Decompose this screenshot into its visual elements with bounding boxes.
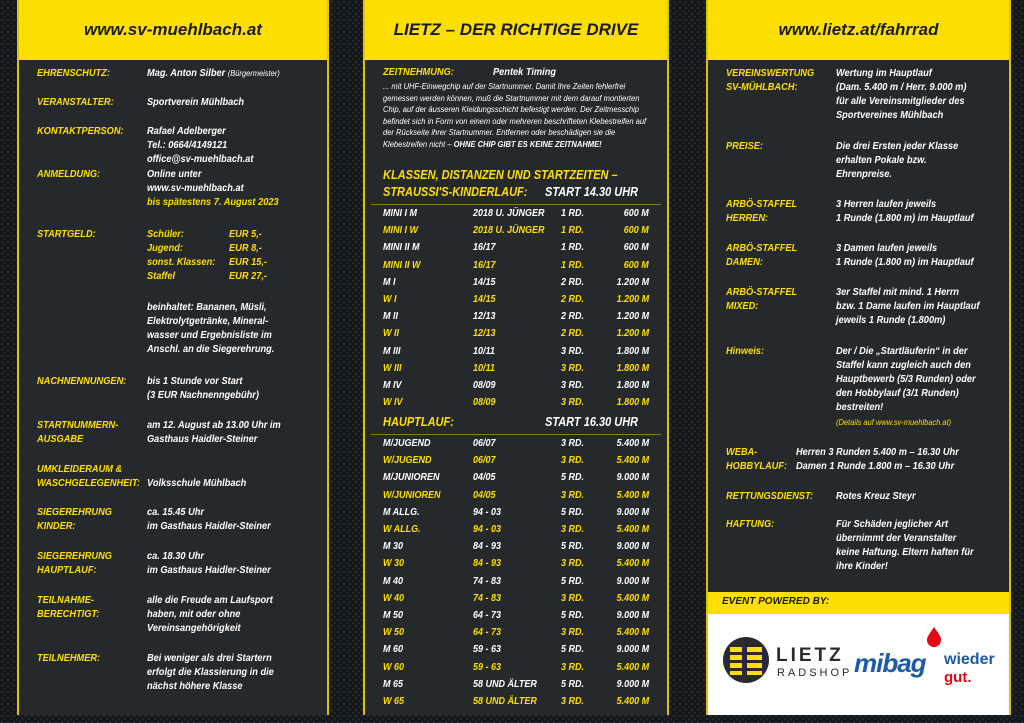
hinweis-label: Hinweis: — [726, 345, 765, 357]
class-row — [383, 292, 649, 309]
ehrenschutz-value: Mag. Anton Silber (Bürgermeister) — [147, 67, 280, 79]
startgeld-cat: sonst. Klassen: — [147, 256, 216, 268]
veranstalter-value: Sportverein Mühlbach — [147, 96, 245, 108]
kinder-title: STRAUSSI'S-KINDERLAUF: — [383, 185, 528, 199]
anmeldung-label: ANMELDUNG: — [37, 168, 101, 180]
class-distance: 1.800 M — [616, 397, 649, 409]
class-years: 64 - 73 — [473, 627, 502, 639]
startgeld-cat: Staffel — [147, 270, 176, 282]
class-row — [383, 378, 649, 395]
class-distance: 600 M — [623, 242, 649, 254]
staffel-mixed-line: 3er Staffel mit mind. 1 Herrn — [836, 286, 960, 298]
rettungsdienst-label: RETTUNGSDIENST: — [726, 490, 814, 502]
class-rounds: 2 RD. — [561, 294, 585, 305]
class-name: MINI II M — [383, 242, 420, 254]
header-lietz: LIETZ – DER RICHTIGE DRIVE — [365, 0, 667, 60]
class-distance: 5.400 M — [616, 438, 649, 449]
class-distance: 9.000 M — [616, 575, 649, 587]
class-years: 04/05 — [473, 472, 496, 484]
startgeld-price: EUR 5,- — [229, 228, 262, 240]
class-rounds: 2 RD. — [561, 328, 585, 340]
startnummern-label: AUSGABE — [37, 433, 84, 445]
class-distance: 1.800 M — [616, 345, 649, 357]
class-distance: 5.400 M — [616, 524, 649, 535]
teilnahme-label: TEILNAHME- — [37, 594, 94, 606]
startgeld-cat: Jugend: — [147, 242, 183, 254]
class-name: M/JUNIOREN — [383, 472, 440, 484]
nachnennungen-label: NACHNENNUNGEN: — [37, 375, 127, 387]
class-years: 59 - 63 — [473, 644, 502, 656]
staffel-herren-label: HERREN: — [726, 212, 769, 224]
class-years: 10/11 — [473, 362, 495, 374]
column-classes — [363, 0, 669, 715]
class-name: MINI II W — [383, 259, 421, 271]
startnummern-line: Gasthaus Haidler-Steiner — [147, 433, 258, 445]
class-row — [383, 344, 649, 361]
class-name: W 60 — [383, 661, 405, 673]
class-rounds: 3 RD. — [561, 592, 585, 604]
powered-by-banner: EVENT POWERED BY: — [708, 592, 1009, 614]
class-rounds: 5 RD. — [561, 472, 585, 484]
sponsor-logos — [708, 614, 1009, 715]
hauptlauf-title: HAUPTLAUF: — [383, 415, 454, 429]
hinweis-line: den Hobbylauf (3/1 Runden) — [836, 387, 959, 399]
class-row — [383, 660, 649, 677]
class-distance: 9.000 M — [616, 610, 649, 621]
class-row — [383, 522, 649, 539]
siegerehrung-kinder-line: ca. 15.45 Uhr — [147, 506, 205, 518]
class-name: W III — [383, 362, 402, 374]
startgeld-price: EUR 15,- — [229, 256, 268, 268]
class-distance: 1.200 M — [616, 328, 649, 340]
divider — [371, 434, 661, 435]
class-row — [383, 642, 649, 659]
class-years: 74 - 83 — [473, 575, 502, 587]
class-row — [383, 436, 649, 453]
class-name: W 50 — [383, 627, 405, 639]
siegerehrung-kinder-label: KINDER: — [37, 520, 76, 532]
teilnahme-label: BERECHTIGT: — [37, 608, 100, 620]
staffel-damen-line: 1 Runde (1.800 m) im Hauptlauf — [836, 256, 974, 268]
class-name: W 65 — [383, 696, 405, 707]
class-years: 14/15 — [473, 294, 496, 305]
teilnehmer-label: TEILNEHMER: — [37, 652, 101, 664]
class-rounds: 1 RD. — [561, 225, 585, 237]
class-name: M IV — [383, 380, 402, 391]
vereinswertung-line: für alle Vereinsmitglieder des — [836, 95, 965, 107]
class-row — [383, 395, 649, 412]
class-row — [383, 556, 649, 573]
preise-line: Die drei Ersten jeder Klasse — [836, 140, 959, 152]
anmeldung-deadline: bis spätestens 7. August 2023 — [147, 196, 279, 208]
siegerehrung-haupt-label: SIEGEREHRUNG — [37, 550, 112, 562]
umkleide-label: UMKLEIDERAUM & — [37, 463, 123, 475]
preise-line: erhalten Pokale bzw. — [836, 154, 927, 166]
umkleide-value: Volksschule Mühlbach — [147, 477, 247, 489]
class-distance: 5.400 M — [616, 661, 649, 673]
class-rounds: 5 RD. — [561, 678, 585, 690]
class-distance: 1.800 M — [616, 362, 649, 374]
startgeld-label: STARTGELD: — [37, 228, 96, 240]
class-rounds: 5 RD. — [561, 644, 585, 656]
class-rounds: 3 RD. — [561, 661, 585, 673]
class-rounds: 3 RD. — [561, 380, 585, 391]
class-row — [383, 326, 649, 343]
startnummern-label: STARTNUMMERN- — [37, 419, 119, 431]
column-info — [17, 0, 329, 715]
startgeld-price: EUR 8,- — [229, 242, 262, 254]
class-name: M I — [383, 276, 396, 288]
divider — [371, 204, 661, 205]
staffel-mixed-label: MIXED: — [726, 300, 759, 312]
class-distance: 5.400 M — [616, 455, 649, 467]
staffel-herren-line: 3 Herren laufen jeweils — [836, 198, 937, 210]
class-name: M 60 — [383, 644, 404, 656]
header-lietz-fahrrad[interactable]: www.lietz.at/fahrrad — [708, 0, 1009, 60]
class-row — [383, 361, 649, 378]
haftung-line: ihre Kinder! — [836, 560, 888, 572]
veranstalter-label: VERANSTALTER: — [37, 96, 114, 108]
class-name: W II — [383, 328, 400, 340]
class-distance: 1.200 M — [616, 276, 649, 288]
class-rounds: 3 RD. — [561, 455, 585, 467]
class-distance: 5.400 M — [616, 558, 649, 570]
gut-text: gut. — [944, 669, 972, 686]
class-distance: 9.000 M — [616, 541, 649, 553]
class-name: M 40 — [383, 575, 404, 587]
staffel-mixed-line: bzw. 1 Dame laufen im Hauptlauf — [836, 300, 980, 312]
includes-line: Anschl. an die Siegerehrung. — [147, 343, 275, 355]
siegerehrung-kinder-label: SIEGEREHRUNG — [37, 506, 112, 518]
preise-label: PREISE: — [726, 140, 763, 152]
class-name: M II — [383, 311, 399, 323]
kontakt-name: Rafael Adelberger — [147, 125, 226, 137]
staffel-mixed-line: jeweils 1 Runde (1.800m) — [836, 314, 946, 326]
zeitnehmung-label: ZEITNEHMUNG: — [383, 66, 454, 78]
weba-label: HOBBYLAUF: — [726, 460, 788, 472]
class-rounds: 3 RD. — [561, 438, 585, 449]
anmeldung-line: Online unter — [147, 168, 202, 180]
class-rounds: 3 RD. — [561, 362, 585, 374]
class-name: MINI I W — [383, 225, 419, 237]
vereinswertung-label: VEREINSWERTUNG — [726, 67, 815, 79]
flame-icon — [926, 626, 942, 648]
class-distance: 9.000 M — [616, 472, 649, 484]
class-years: 08/09 — [473, 397, 496, 409]
class-years: 64 - 73 — [473, 610, 502, 621]
class-distance: 1.200 M — [616, 311, 649, 323]
siegerehrung-haupt-line: ca. 18.30 Uhr — [147, 550, 205, 562]
class-name: W I — [383, 294, 397, 305]
weba-line: Herren 3 Runden 5.400 m – 16.30 Uhr — [796, 446, 959, 458]
class-distance: 5.400 M — [616, 627, 649, 639]
class-years: 14/15 — [473, 276, 496, 288]
class-row — [383, 240, 649, 257]
class-name: W 30 — [383, 558, 405, 570]
class-row — [383, 574, 649, 591]
haftung-label: HAFTUNG: — [726, 518, 775, 530]
class-rounds: 5 RD. — [561, 506, 585, 518]
class-rounds: 2 RD. — [561, 276, 585, 288]
class-name: W/JUGEND — [383, 455, 432, 467]
class-years: 12/13 — [473, 311, 496, 323]
kontakt-phone: Tel.: 0664/4149121 — [147, 139, 228, 151]
class-row — [383, 223, 649, 240]
vereinswertung-label: SV-MÜHLBACH: — [726, 81, 798, 93]
class-rounds: 3 RD. — [561, 696, 585, 707]
weba-label: WEBA- — [726, 446, 758, 458]
zeitnehmung-text: ... mit UHF-Einwegchip auf der Startnummer. Damit Ihre Zeiten fehlerfrei gemessen werden können, muß die Startnummer mit dem darauf montierten Chip, auf der äusseren Kleidungsschicht befestigt werden. Der Zeitmesschip befindet sich in Form von einem oder mehreren beschrifteten Klebestreifen auf der Rückseite ihrer Startnummer. Entfernen oder beschädigen sie die Klebestreifen nicht – OHNE CHIP GIBT ES KEINE ZEITNAHME! — [383, 81, 647, 149]
class-name: M 65 — [383, 678, 404, 690]
startnummern-line: am 12. August ab 13.00 Uhr im — [147, 419, 281, 431]
vereinswertung-line: (Dam. 5.400 m / Herr. 9.000 m) — [836, 81, 967, 93]
staffel-damen-line: 3 Damen laufen jeweils — [836, 242, 938, 254]
class-years: 58 UND ÄLTER — [473, 696, 537, 707]
class-row — [383, 625, 649, 642]
class-years: 59 - 63 — [473, 661, 502, 673]
umkleide-label: WASCHGELEGENHEIT: — [37, 477, 141, 489]
class-row — [383, 206, 649, 223]
rettungsdienst-value: Rotes Kreuz Steyr — [836, 490, 916, 502]
class-distance: 9.000 M — [616, 678, 649, 690]
class-row — [383, 470, 649, 487]
kinder-start: START 14.30 UHR — [545, 185, 639, 199]
nachnennungen-line: (3 EUR Nachnenngebühr) — [147, 389, 259, 401]
class-row — [383, 677, 649, 694]
includes-line: wasser und Ergebnisliste im — [147, 329, 272, 341]
staffel-herren-label: ARBÖ-STAFFEL — [726, 198, 798, 210]
class-years: 84 - 93 — [473, 541, 502, 553]
class-distance: 5.400 M — [616, 592, 649, 604]
class-name: M III — [383, 345, 401, 357]
class-years: 06/07 — [473, 438, 496, 449]
nachnennungen-line: bis 1 Stunde vor Start — [147, 375, 243, 387]
class-row — [383, 591, 649, 608]
haftung-line: keine Haftung. Eltern haften für — [836, 546, 974, 558]
class-row — [383, 505, 649, 522]
class-years: 2018 U. JÜNGER — [473, 225, 545, 237]
class-rounds: 3 RD. — [561, 627, 585, 639]
class-row — [383, 309, 649, 326]
class-row — [383, 694, 649, 711]
mibag-name[interactable]: mibag — [854, 648, 926, 678]
startgeld-cat: Schüler: — [147, 228, 184, 240]
class-years: 16/17 — [473, 259, 496, 271]
includes-line: Elektrolytgetränke, Mineral- — [147, 315, 269, 327]
class-name: M ALLG. — [383, 506, 420, 518]
klassen-title: KLASSEN, DISTANZEN UND STARTZEITEN – — [383, 168, 618, 182]
weba-line: Damen 1 Runde 1.800 m – 16.30 Uhr — [796, 460, 955, 472]
class-years: 04/05 — [473, 489, 496, 501]
hinweis-details-link[interactable]: (Details auf www.sv-muehlbach.at) — [836, 417, 952, 427]
lietz-sub: RADSHOP — [777, 667, 853, 679]
class-rounds: 1 RD. — [561, 208, 585, 219]
includes-line: beinhaltet: Bananen, Müsli, — [147, 301, 267, 313]
teilnehmer-line: erfolgt die Klassierung in die — [147, 666, 274, 678]
class-distance: 9.000 M — [616, 506, 649, 518]
startgeld-price: EUR 27,- — [229, 270, 268, 282]
ehrenschutz-label: EHRENSCHUTZ: — [37, 67, 110, 79]
class-name: W/JUNIOREN — [383, 489, 441, 501]
siegerehrung-haupt-label: HAUPTLAUF: — [37, 564, 97, 576]
class-rounds: 3 RD. — [561, 524, 585, 535]
class-name: M/JUGEND — [383, 438, 431, 449]
class-distance: 600 M — [623, 225, 649, 237]
class-distance: 9.000 M — [616, 644, 649, 656]
vereinswertung-line: Sportvereines Mühlbach — [836, 109, 944, 121]
zeitnehmung-value: Pentek Timing — [493, 66, 556, 78]
class-years: 2018 U. JÜNGER — [473, 208, 545, 219]
column-extras — [706, 0, 1011, 715]
class-years: 12/13 — [473, 328, 496, 340]
class-name: M 30 — [383, 541, 404, 553]
hinweis-line: Hauptbewerb (5/3 Runden) oder — [836, 373, 976, 385]
class-rounds: 3 RD. — [561, 558, 585, 570]
lietz-logo-icon — [722, 636, 770, 684]
class-rounds: 5 RD. — [561, 610, 585, 621]
teilnahme-line: haben, mit oder ohne — [147, 608, 241, 620]
siegerehrung-kinder-line: im Gasthaus Haidler-Steiner — [147, 520, 271, 532]
class-rounds: 3 RD. — [561, 345, 585, 357]
class-years: 84 - 93 — [473, 558, 502, 570]
class-name: W ALLG. — [383, 524, 421, 535]
class-distance: 600 M — [623, 259, 649, 271]
class-name: W IV — [383, 397, 403, 409]
kontakt-label: KONTAKTPERSON: — [37, 125, 124, 137]
class-rounds: 2 RD. — [561, 311, 585, 323]
kontakt-email[interactable]: office@sv-muehlbach.at — [147, 153, 254, 165]
class-years: 94 - 03 — [473, 506, 502, 518]
class-years: 58 UND ÄLTER — [473, 678, 537, 690]
class-years: 10/11 — [473, 345, 495, 357]
class-rounds: 3 RD. — [561, 489, 585, 501]
class-distance: 1.200 M — [616, 294, 649, 305]
class-distance: 600 M — [623, 208, 649, 219]
teilnehmer-line: Bei weniger als drei Startern — [147, 652, 272, 664]
teilnehmer-line: nächst höhere Klasse — [147, 680, 243, 692]
staffel-herren-line: 1 Runde (1.800 m) im Hauptlauf — [836, 212, 974, 224]
class-name: W 40 — [383, 592, 405, 604]
teilnahme-line: alle die Freude am Laufsport — [147, 594, 273, 606]
teilnahme-line: Vereinsangehörigkeit — [147, 622, 241, 634]
class-rounds: 5 RD. — [561, 575, 585, 587]
class-row — [383, 539, 649, 556]
haftung-line: Für Schäden jeglicher Art — [836, 518, 949, 530]
staffel-damen-label: ARBÖ-STAFFEL — [726, 242, 798, 254]
class-distance: 1.800 M — [616, 380, 649, 391]
hinweis-line: Der / Die „Startläuferin“ in der — [836, 345, 968, 357]
class-row — [383, 488, 649, 505]
class-years: 94 - 03 — [473, 524, 502, 535]
class-years: 08/09 — [473, 380, 496, 391]
header-sv-muehlbach[interactable]: www.sv-muehlbach.at — [19, 0, 327, 60]
class-row — [383, 275, 649, 292]
class-rounds: 3 RD. — [561, 397, 585, 409]
class-rounds: 5 RD. — [561, 541, 585, 553]
class-row — [383, 453, 649, 470]
staffel-mixed-label: ARBÖ-STAFFEL — [726, 286, 798, 298]
class-years: 16/17 — [473, 242, 496, 254]
hinweis-line: Staffel kann zugleich auch den — [836, 359, 971, 371]
anmeldung-url[interactable]: www.sv-muehlbach.at — [147, 182, 244, 194]
class-years: 06/07 — [473, 455, 496, 467]
vereinswertung-line: Wertung im Hauptlauf — [836, 67, 932, 79]
staffel-damen-label: DAMEN: — [726, 256, 763, 268]
lietz-name[interactable]: LIETZ — [776, 645, 844, 666]
class-years: 74 - 83 — [473, 592, 502, 604]
class-row — [383, 258, 649, 275]
hinweis-line: bestreiten! — [836, 401, 884, 413]
class-rounds: 1 RD. — [561, 242, 585, 254]
wieder-text: wieder — [944, 651, 995, 668]
hauptlauf-start: START 16.30 UHR — [545, 415, 639, 429]
preise-line: Ehrenpreise. — [836, 168, 892, 180]
class-rounds: 1 RD. — [561, 259, 585, 271]
class-distance: 5.400 M — [616, 696, 649, 707]
class-name: MINI I M — [383, 208, 418, 219]
class-name: M 50 — [383, 610, 404, 621]
class-distance: 5.400 M — [616, 489, 649, 501]
siegerehrung-haupt-line: im Gasthaus Haidler-Steiner — [147, 564, 271, 576]
haftung-line: übernimmt der Veranstalter — [836, 532, 957, 544]
class-row — [383, 608, 649, 625]
